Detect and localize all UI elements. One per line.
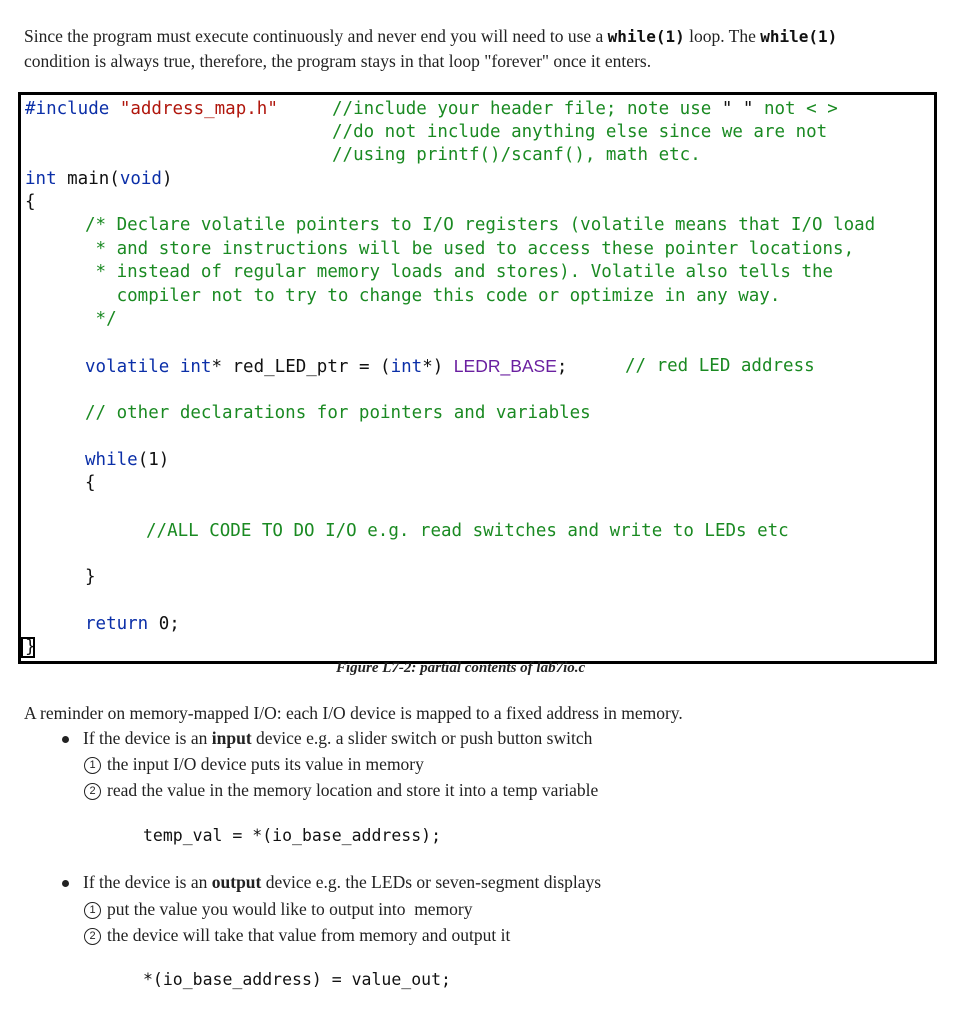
return-value: 0;: [148, 614, 180, 634]
input-step-2: [84, 780, 598, 801]
step-text: read the value in the memory location and store it into a temp variable: [107, 780, 599, 800]
reminder-heading: A reminder on memory-mapped I/O: each I/O device is mapped to a fixed address in memory.: [24, 703, 683, 723]
main-open-brace: {: [25, 192, 36, 212]
while-condition: (1): [137, 450, 170, 470]
block-comment-line-3: * instead of regular memory loads and stores). Volatile also tells the: [85, 262, 834, 282]
step-text: the device will take that value from memory and output it: [107, 925, 511, 945]
circled-number-icon: 1: [84, 757, 101, 774]
while-keyword-2: while(1): [760, 27, 838, 46]
circled-number-icon: 2: [84, 783, 101, 800]
other-declarations-comment: // other declarations for pointers and variables: [85, 403, 591, 423]
block-comment-line-1: /* Declare volatile pointers to I/O registers (volatile means that I/O load: [85, 215, 876, 235]
input-text-a: If the device is an: [83, 728, 212, 748]
block-comment-line-4: compiler not to try to change this code or optimize in any way.: [85, 286, 781, 306]
intro-paragraph: [24, 24, 934, 73]
comment-include-1: [332, 99, 838, 119]
quote-chars: " ": [721, 99, 754, 119]
semicolon: ;: [556, 357, 568, 377]
while-open-brace: {: [85, 473, 96, 493]
volatile-keyword: volatile: [85, 357, 170, 377]
include-file: "address_map.h": [119, 99, 278, 119]
while-statement: [85, 450, 169, 470]
block-comment-line-2: * and store instructions will be used to access these pointer locations,: [85, 239, 855, 259]
all-code-comment: //ALL CODE TO DO I/O e.g. read switches and write to LEDs etc: [146, 521, 789, 541]
main-signature: [25, 169, 173, 189]
output-bullet-text: [83, 872, 601, 893]
main-name: main(: [56, 169, 120, 189]
figure-caption: Figure L7-2: partial contents of lab7io.c: [336, 660, 586, 676]
input-text-b: device e.g. a slider switch or push button switch: [251, 728, 593, 748]
output-step-1: [84, 899, 473, 920]
output-code-example: *(io_base_address) = value_out;: [143, 970, 451, 989]
input-bold: input: [211, 728, 252, 748]
code-listing: [18, 92, 937, 664]
return-keyword: return: [85, 614, 149, 634]
ledr-base-macro: LEDR_BASE: [453, 356, 557, 376]
pointer-name: * red_LED_ptr = (: [211, 357, 391, 377]
include-line: [25, 99, 278, 119]
cast-int-keyword: int: [390, 357, 423, 377]
while-keyword: while(1): [607, 27, 685, 46]
input-step-1: [84, 754, 424, 775]
int-keyword: int: [169, 357, 212, 377]
comment-include-3: //using printf()/scanf(), math etc.: [332, 145, 701, 165]
paren-close: ): [161, 169, 173, 189]
cast-close: *): [422, 357, 454, 377]
circled-number-icon: 1: [84, 902, 101, 919]
intro-text-1: Since the program must execute continuously and never end you will need to use a: [24, 26, 608, 46]
comment-text-tail: not < >: [753, 99, 838, 119]
output-text-a: If the device is an: [83, 872, 212, 892]
output-text-b: device e.g. the LEDs or seven-segment displays: [261, 872, 602, 892]
led-pointer-declaration: [85, 356, 567, 377]
input-code-example: temp_val = *(io_base_address);: [143, 826, 442, 845]
comment-text: //include your header file; note use: [332, 99, 722, 119]
output-bold: output: [211, 872, 262, 892]
return-statement: [85, 614, 180, 634]
intro-line-2: condition is always true, therefore, the program stays in that loop "forever" once it enters.: [24, 51, 652, 71]
while-close-brace: }: [85, 567, 96, 587]
intro-line-1: [24, 24, 934, 49]
bullet-icon: [62, 880, 69, 887]
comment-include-2: //do not include anything else since we are not: [332, 122, 828, 142]
circled-number-icon: 2: [84, 928, 101, 945]
step-text: the input I/O device puts its value in memory: [107, 754, 424, 774]
include-directive: #include: [25, 99, 120, 119]
main-close-brace: }: [25, 637, 36, 657]
cursor-box: [21, 637, 35, 658]
input-bullet-text: [83, 728, 592, 749]
bullet-icon: [62, 736, 69, 743]
red-led-comment: // red LED address: [625, 356, 815, 376]
void-keyword: void: [119, 169, 162, 189]
intro-text-2: loop. The: [684, 26, 761, 46]
block-comment-line-5: */: [85, 309, 117, 329]
output-step-2: [84, 925, 510, 946]
while-keyword-code: while: [85, 450, 138, 470]
int-keyword: int: [25, 169, 57, 189]
step-text: put the value you would like to output into memory: [107, 899, 473, 919]
